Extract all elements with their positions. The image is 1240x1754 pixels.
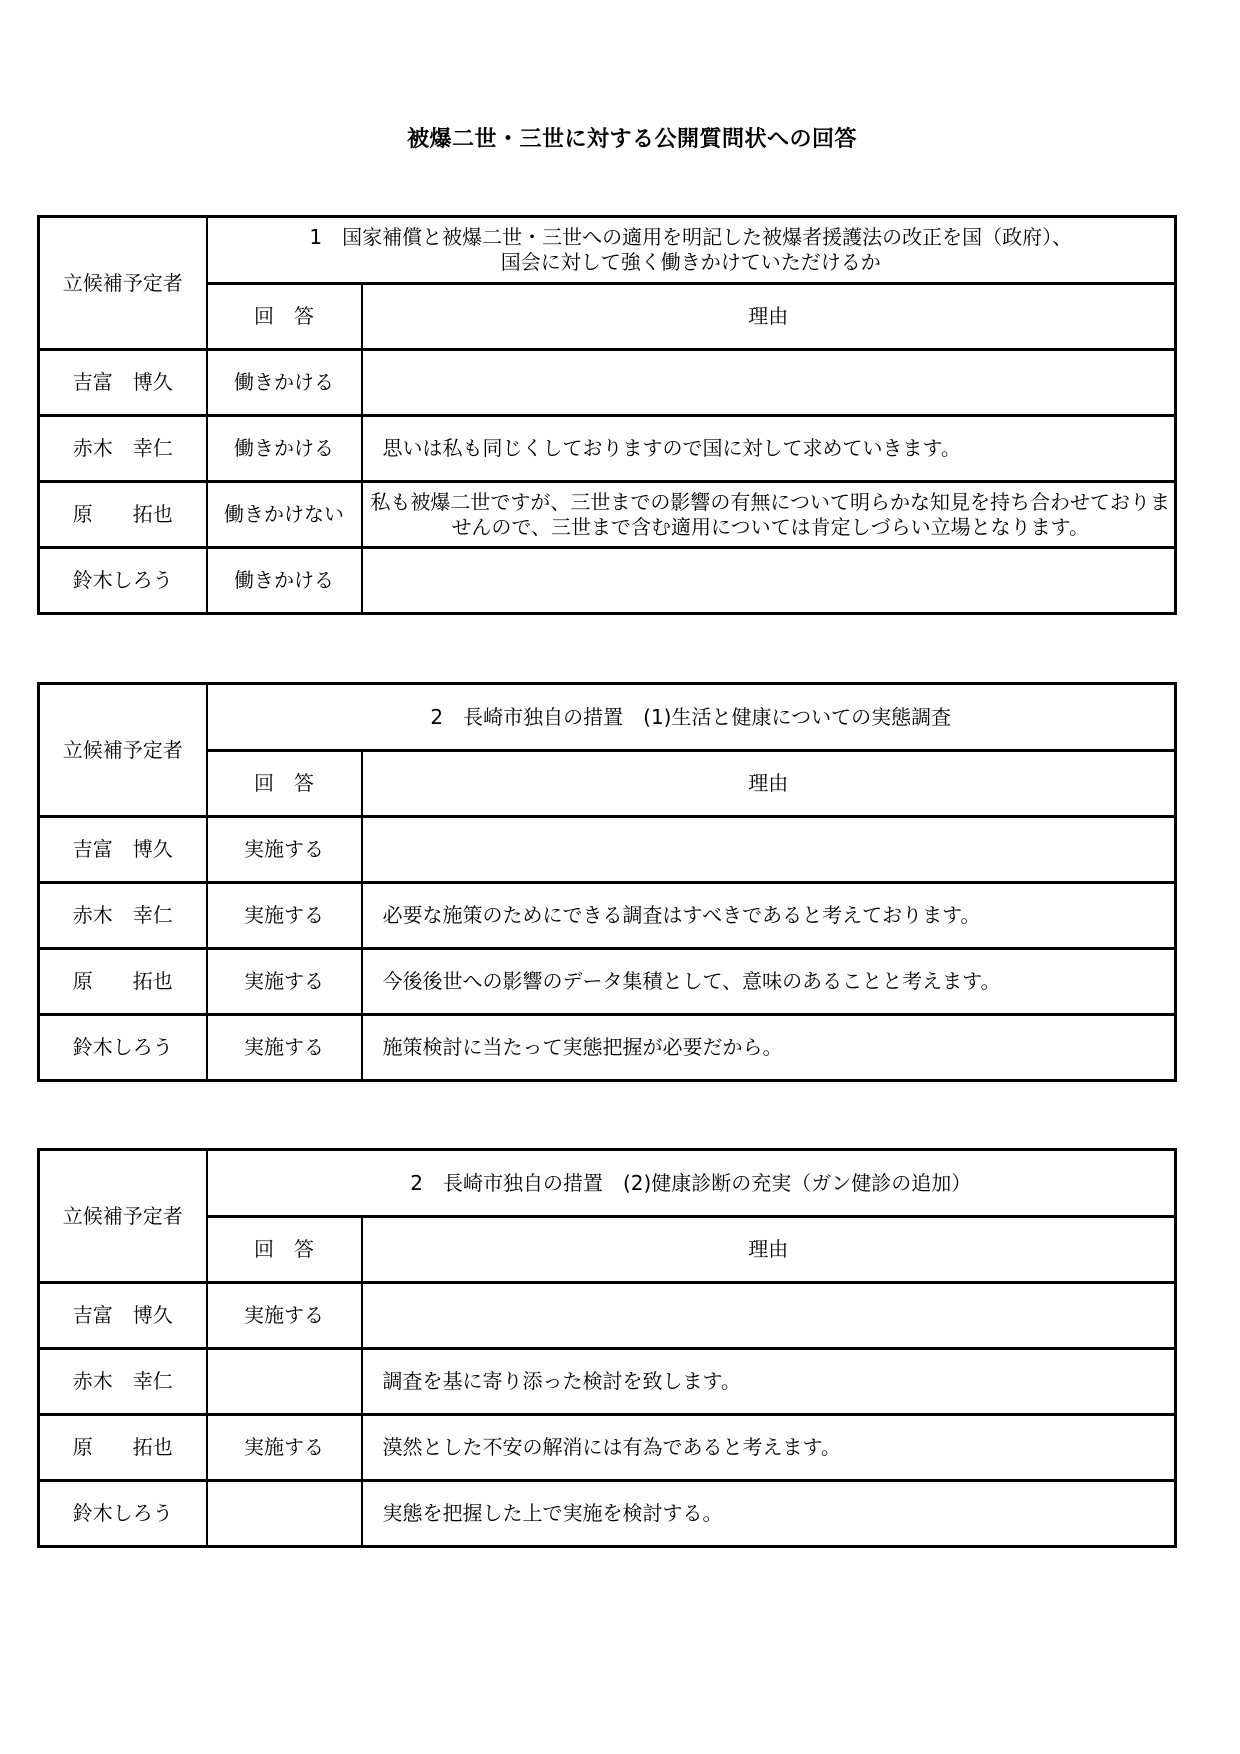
table-row — [39, 416, 1176, 482]
table-row — [39, 949, 1176, 1015]
answer-header: 回 答 — [207, 284, 362, 350]
candidate-header: 立候補予定者 — [39, 1150, 207, 1283]
answer-cell: 働きかけない — [207, 482, 362, 548]
reason-header: 理由 — [362, 1217, 1176, 1283]
reason-cell — [362, 350, 1176, 416]
table-row — [39, 1349, 1176, 1415]
table-row — [39, 548, 1176, 614]
question-text: 2 長崎市独自の措置 (2)健康診断の充実（ガン健診の追加） — [207, 1150, 1176, 1217]
answer-cell: 実施する — [207, 949, 362, 1015]
reason-cell: 実態を把握した上で実施を検討する。 — [362, 1481, 1176, 1547]
reason-cell — [362, 548, 1176, 614]
answer-cell: 実施する — [207, 817, 362, 883]
answer-header: 回 答 — [207, 751, 362, 817]
question-line-1: 1 国家補償と被爆二世・三世への適用を明記した被爆者援護法の改正を国（政府）、 — [309, 225, 1073, 249]
reason-cell: 調査を基に寄り添った検討を致します。 — [362, 1349, 1176, 1415]
question-table-1 — [37, 215, 1177, 615]
reason-header: 理由 — [362, 284, 1176, 350]
candidate-name: 原 拓也 — [39, 949, 207, 1015]
document-title: 被爆二世・三世に対する公開質問状への回答 — [406, 127, 857, 152]
answer-cell: 実施する — [207, 883, 362, 949]
question-table-2 — [37, 682, 1177, 1082]
answer-header: 回 答 — [207, 1217, 362, 1283]
candidate-header: 立候補予定者 — [39, 217, 207, 350]
question-line-2: 国会に対して強く働きかけていただけるか — [500, 250, 881, 274]
answer-cell — [207, 1349, 362, 1415]
answer-cell: 働きかける — [207, 350, 362, 416]
reason-cell: 施策検討に当たって実態把握が必要だから。 — [362, 1015, 1176, 1081]
table-row — [39, 482, 1176, 548]
question-table-3 — [37, 1148, 1177, 1548]
reason-cell: 漠然とした不安の解消には有為であると考えます。 — [362, 1415, 1176, 1481]
table-row — [39, 1015, 1176, 1081]
answer-cell: 働きかける — [207, 416, 362, 482]
table-row — [39, 1415, 1176, 1481]
answer-cell: 働きかける — [207, 548, 362, 614]
reason-cell — [362, 1283, 1176, 1349]
reason-cell — [362, 817, 1176, 883]
candidate-name: 鈴木しろう — [39, 1015, 207, 1081]
candidate-name: 吉富 博久 — [39, 350, 207, 416]
table-row — [39, 1481, 1176, 1547]
question-text: 2 長崎市独自の措置 (1)生活と健康についての実態調査 — [207, 684, 1176, 751]
reason-header: 理由 — [362, 751, 1176, 817]
candidate-name: 吉富 博久 — [39, 817, 207, 883]
candidate-name: 赤木 幸仁 — [39, 1349, 207, 1415]
candidate-name: 吉富 博久 — [39, 1283, 207, 1349]
table-row — [39, 817, 1176, 883]
answer-cell: 実施する — [207, 1415, 362, 1481]
candidate-name: 赤木 幸仁 — [39, 883, 207, 949]
candidate-name: 赤木 幸仁 — [39, 416, 207, 482]
table-row — [39, 1283, 1176, 1349]
table-row — [39, 883, 1176, 949]
question-text — [207, 217, 1176, 284]
reason-cell: 今後後世への影響のデータ集積として、意味のあることと考えます。 — [362, 949, 1176, 1015]
candidate-name: 鈴木しろう — [39, 1481, 207, 1547]
candidate-header: 立候補予定者 — [39, 684, 207, 817]
candidate-name: 鈴木しろう — [39, 548, 207, 614]
reason-cell: 思いは私も同じくしておりますので国に対して求めていきます。 — [362, 416, 1176, 482]
answer-cell: 実施する — [207, 1015, 362, 1081]
answer-cell: 実施する — [207, 1283, 362, 1349]
reason-cell: 必要な施策のためにできる調査はすべきであると考えております。 — [362, 883, 1176, 949]
table-row — [39, 350, 1176, 416]
reason-cell: 私も被爆二世ですが、三世までの影響の有無について明らかな知見を持ち合わせておりませんので、三世まで含む適用については肯定しづらい立場となります。 — [362, 482, 1176, 548]
answer-cell — [207, 1481, 362, 1547]
candidate-name: 原 拓也 — [39, 482, 207, 548]
candidate-name: 原 拓也 — [39, 1415, 207, 1481]
